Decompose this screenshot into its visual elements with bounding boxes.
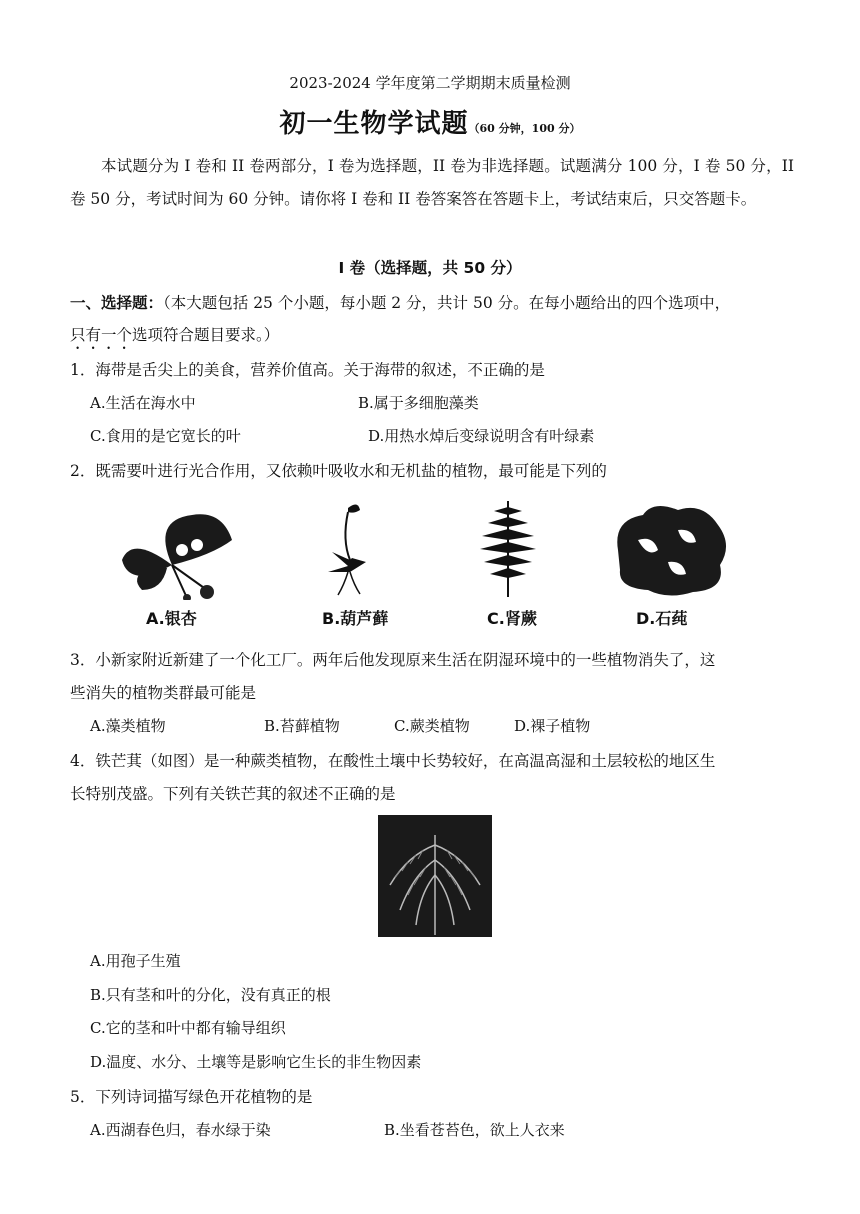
- instructions-text: （本大题包括 25 个小题，每小题 2 分，共计 50 分。在每小题给出的四个选项中，: [163, 294, 731, 312]
- section-title: I 卷（选择题，共 50 分）: [338, 259, 522, 277]
- label-ginkgo: A.银杏: [146, 609, 197, 628]
- intro-paragraph: 本试题分为 I 卷和 II 卷两部分，I 卷为选择题，II 卷为非选择题。试题满分 100 分，I 卷 50 分，II 卷 50 分，考试时间为 60 分钟。请你将 I 卷和 II 卷答案答在答题卡上，考试结束后，只交答题卡。: [70, 157, 794, 208]
- instructions-tail: 选项符合题目要求。）: [132, 326, 280, 344]
- ginkgo-figure: [112, 510, 252, 600]
- question-2-stem: 2．既需要叶进行光合作用，又依赖叶吸收水和无机盐的植物，最可能是下列的: [70, 462, 607, 480]
- question-4-stem-line1: 4．铁芒萁（如图）是一种蕨类植物，在酸性土壤中长势较好，在高温高湿和土层较松的地区生: [70, 752, 716, 770]
- q4-option-d: D.温度、水分、土壤等是影响它生长的非生物因素: [90, 1053, 422, 1071]
- q4-option-a: A.用孢子生殖: [90, 952, 181, 970]
- label-sea-lettuce: D.石莼: [636, 609, 688, 628]
- moss-figure: [318, 500, 378, 600]
- question-3-stem-line1: 3．小新家附近新建了一个化工厂。两年后他发现原来生活在阴湿环境中的一些植物消失了，这: [70, 651, 716, 669]
- question-1-stem: 1．海带是舌尖上的美食，营养价值高。关于海带的叙述，不正确的是: [70, 361, 545, 379]
- q3-option-a: A.藻类植物: [90, 717, 166, 735]
- q5-option-b: B.坐看苍苔色，欲上人衣来: [384, 1121, 565, 1139]
- q5-option-a: A.西湖春色归，春水绿于染: [90, 1121, 271, 1139]
- page-title: [0, 103, 860, 140]
- instructions-label: 一、选择题：: [70, 294, 164, 312]
- sea-lettuce-figure: [608, 500, 734, 600]
- question-4-stem-line2: 长特别茂盛。下列有关铁芒萁的叙述不正确的是: [70, 785, 396, 803]
- exam-header: 2023-2024 学年度第二学期期末质量检测: [289, 74, 571, 92]
- label-moss: B.葫芦藓: [322, 609, 389, 628]
- fern-figure: [468, 497, 548, 601]
- q1-option-b: B.属于多细胞藻类: [358, 394, 479, 412]
- dicranopteris-figure: [378, 815, 492, 937]
- instructions: [70, 287, 794, 353]
- q1-option-a: A.生活在海水中: [90, 394, 196, 412]
- q3-option-d: D.裸子植物: [514, 717, 591, 735]
- q1-option-c: C.食用的是它宽长的叶: [90, 427, 241, 445]
- question-5-stem: 5．下列诗词描写绿色开花植物的是: [70, 1088, 313, 1106]
- q1-option-d: D.用热水焯后变绿说明含有叶绿素: [368, 427, 595, 445]
- q4-option-b: B.只有茎和叶的分化，没有真正的根: [90, 986, 331, 1004]
- q4-option-c: C.它的茎和叶中都有输导组织: [90, 1019, 286, 1037]
- instructions-emphasis: 只有一个: [70, 326, 133, 344]
- label-fern: C.肾蕨: [487, 609, 537, 628]
- q3-option-b: B.苔藓植物: [264, 717, 340, 735]
- q3-option-c: C.蕨类植物: [394, 717, 470, 735]
- question-3-stem-line2: 些消失的植物类群最可能是: [70, 684, 257, 702]
- title-text: 初一生物学试题: [279, 109, 469, 139]
- title-note: （60 分钟，100 分）: [468, 122, 581, 135]
